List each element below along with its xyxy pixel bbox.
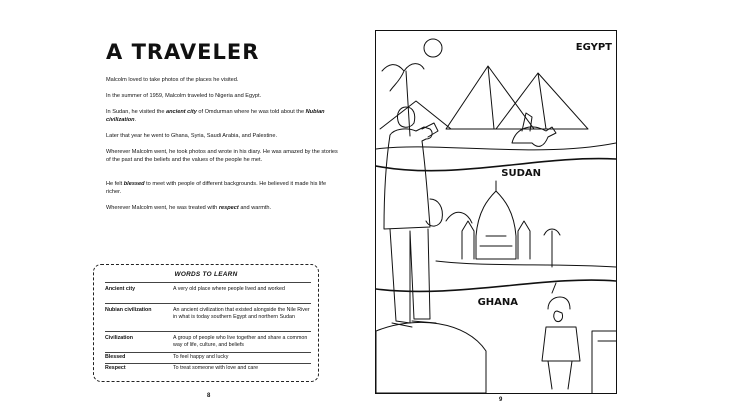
mosque-dome-icon (476, 191, 516, 259)
paragraph (106, 93, 338, 101)
coloring-illustration (375, 30, 617, 394)
pyramid-left (380, 101, 451, 129)
label-ghana: GHANA (477, 297, 518, 308)
glossary-definition: To feel happy and lucky (173, 354, 229, 360)
ghana-leader-robe-icon (542, 327, 580, 361)
label-egypt: EGYPT (575, 42, 612, 53)
paragraph-text: to meet with people of different backgrounds. He believed it made his life richer. (106, 181, 327, 195)
mosque-detail (480, 181, 512, 246)
pyramid-right (496, 73, 588, 129)
page-number-left: 8 (207, 393, 211, 399)
camera-icon (422, 123, 438, 137)
divider (105, 331, 311, 332)
illustration-svg (376, 31, 616, 393)
paragraph-text: In Sudan, he visited the (106, 109, 167, 115)
rock-icon (376, 322, 486, 393)
glossary-term: Ancient city (105, 286, 136, 292)
divider (105, 363, 311, 364)
paragraph-text: Malcolm loved to take photos of the places he visited. (106, 77, 239, 83)
paragraph (106, 205, 338, 213)
paragraph-text: Wherever Malcolm went, he took photos and wrote in his diary. He was amazed by the stories of the past and the beliefs and the values of the people he met. (106, 149, 338, 163)
emphasized-term: respect (218, 205, 239, 211)
traveler-head-icon (397, 107, 414, 127)
emphasized-term: ancient city (166, 109, 197, 115)
label-sudan: SUDAN (501, 168, 541, 179)
page-number-right: 9 (499, 397, 503, 403)
paragraph-text: He felt (106, 181, 124, 187)
paragraph-text: and warmth. (238, 205, 272, 211)
emphasized-term: blessed (123, 181, 145, 187)
traveler-jacket-icon (384, 127, 432, 229)
glossary-term: Respect (105, 365, 126, 371)
glossary-definition: An ancient civilization that existed alongside the Nile River in what is today southern Egypt and northern Sudan (173, 307, 310, 320)
ghana-leader-raised-arm-icon (548, 283, 570, 309)
ghana-building-icon (592, 331, 616, 393)
glossary-definition: A group of people who live together and share a common way of life, culture, and beliefs (173, 335, 308, 348)
glossary-title: WORDS TO LEARN (174, 271, 238, 278)
divider (105, 303, 311, 304)
emphasized-term: Nubian civilization (106, 109, 325, 123)
glossary-term: Nubian civilization (105, 307, 152, 313)
ghana-leader-legs (548, 361, 572, 389)
paragraph (106, 77, 338, 85)
ghana-leader-head-icon (554, 311, 563, 322)
egypt-ground (376, 143, 616, 150)
paragraph (106, 133, 338, 141)
panel-divider-egypt-sudan (376, 159, 616, 171)
paragraph-text: Later that year he went to Ghana, Syria, Saudi Arabia, and Palestine. (106, 133, 278, 139)
pyramid-large (446, 66, 534, 129)
sudan-palm-icon (544, 229, 560, 267)
sun-icon (424, 39, 442, 57)
glossary-definition: To treat someone with love and care (173, 365, 259, 371)
camel-icon (512, 127, 556, 146)
paragraph (106, 109, 338, 124)
divider (105, 352, 311, 353)
traveler-pants (390, 229, 430, 323)
glossary-term: Blessed (105, 354, 126, 360)
palm-tree-icon (382, 64, 424, 91)
glossary-definition: A very old place where people lived and worked (173, 286, 285, 292)
glossary-term: Civilization (105, 335, 133, 341)
words-to-learn-box (93, 264, 319, 382)
paragraph-text: of Omdurman where he was told about the (196, 109, 306, 115)
divider (105, 282, 311, 283)
paragraph (106, 181, 338, 196)
paragraph-text: In the summer of 1959, Malcolm traveled to Nigeria and Egypt. (106, 93, 262, 99)
sudan-ground (436, 261, 616, 267)
paragraph (106, 149, 338, 164)
mosque-towers (462, 221, 530, 259)
page-title: A TRAVELER (106, 40, 260, 64)
paragraph-text: Wherever Malcolm went, he was treated with (106, 205, 219, 211)
paragraph-text: . (134, 116, 137, 123)
